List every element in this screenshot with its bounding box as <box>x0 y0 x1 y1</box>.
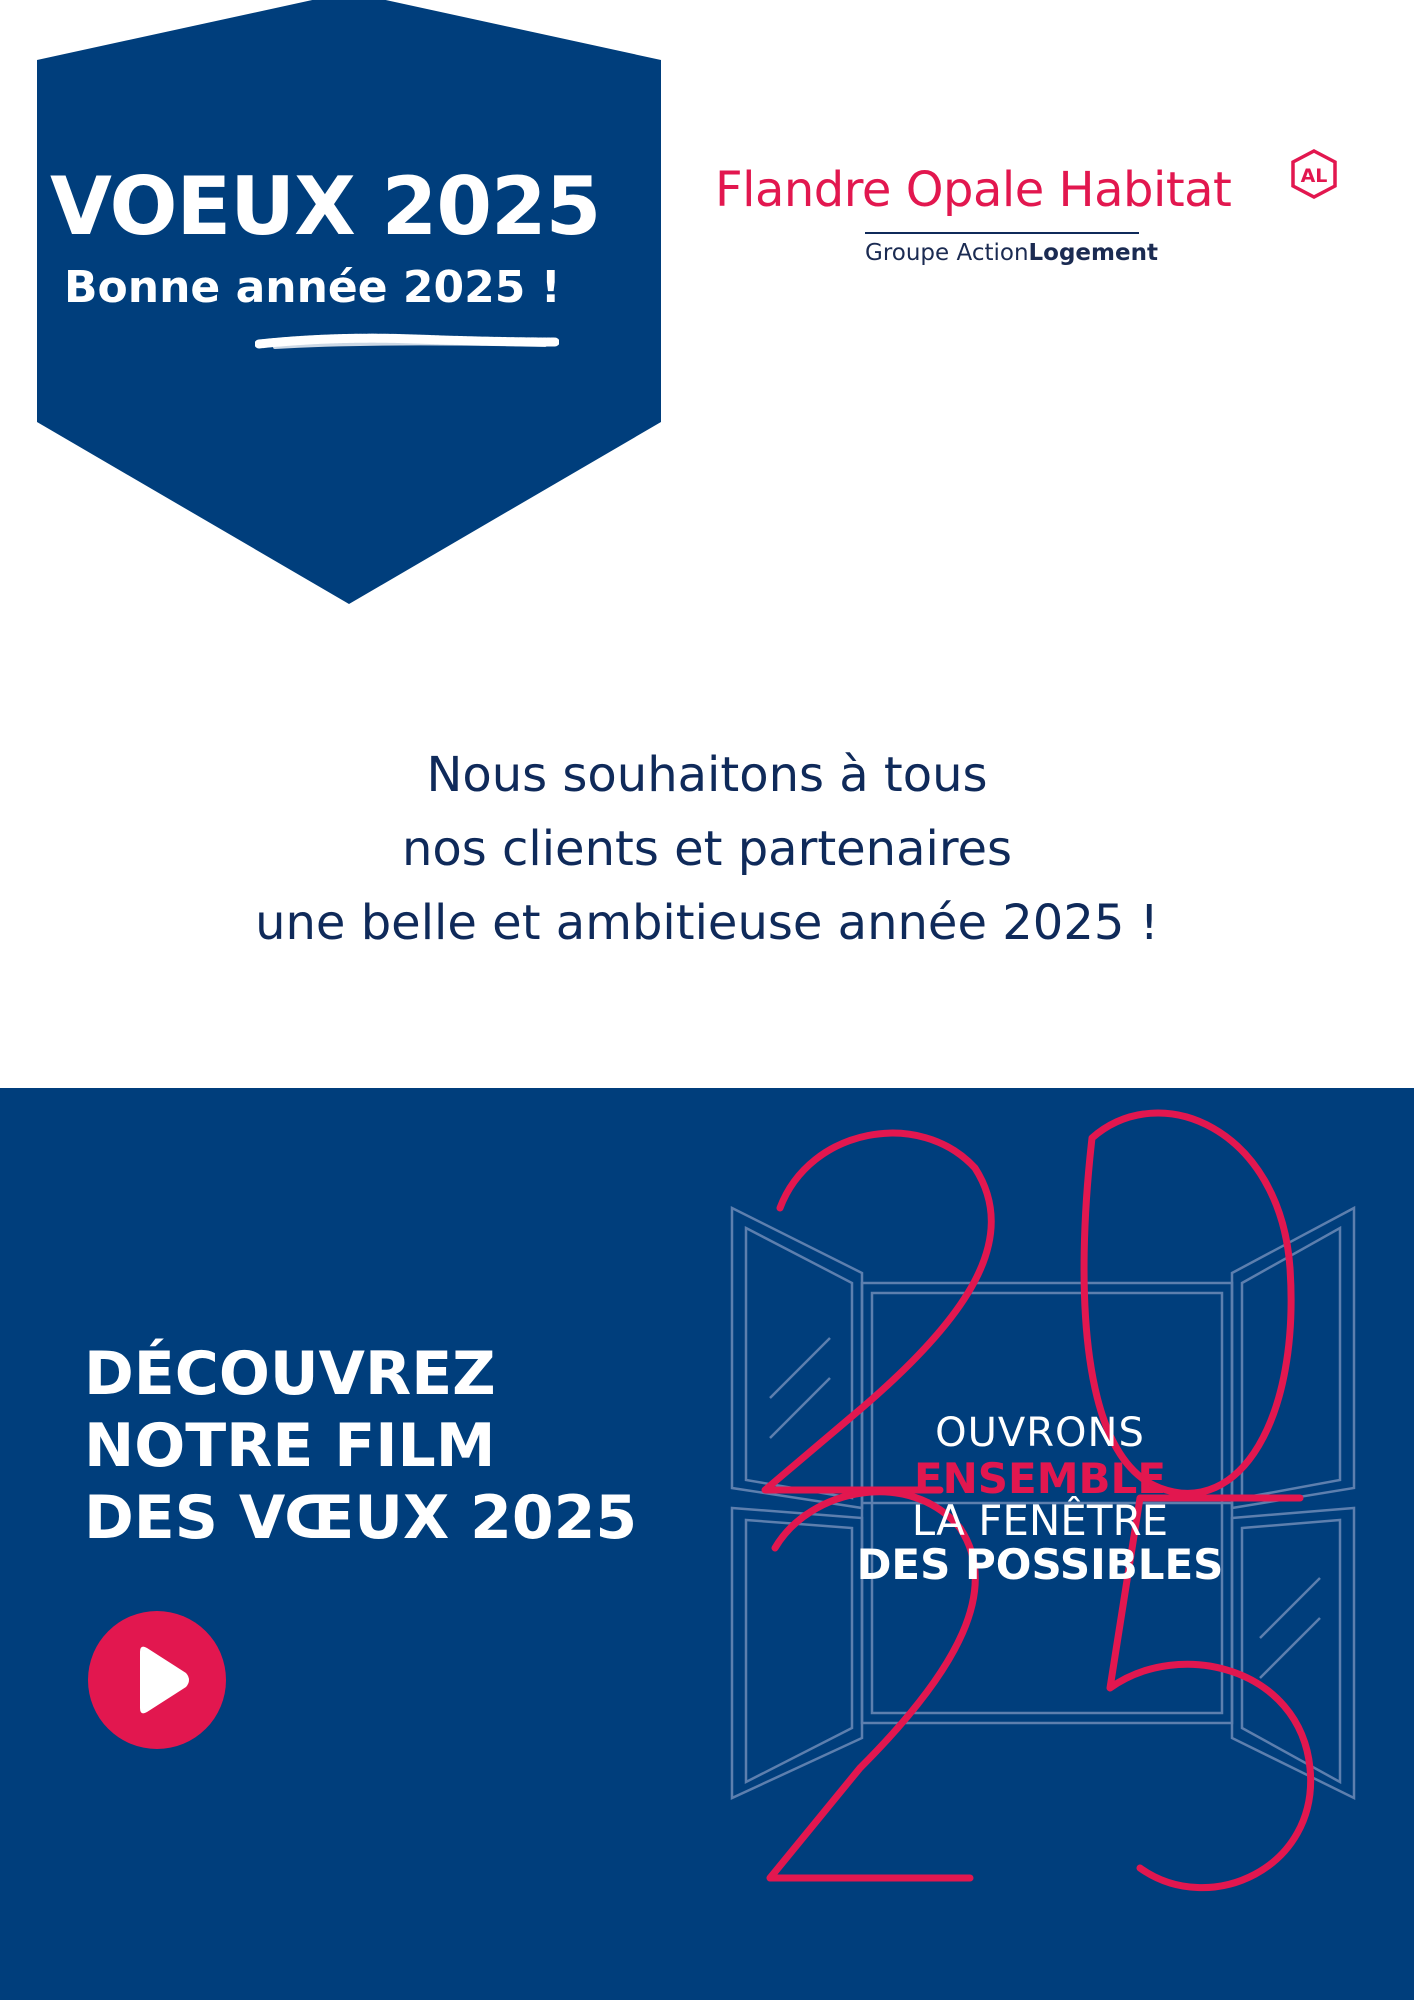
video-headline-line-3: DES VŒUX 2025 <box>84 1483 638 1553</box>
action-logement-mark-icon <box>1288 148 1340 200</box>
logo-group-name <box>865 240 1158 266</box>
slogan-line-2: ENSEMBLE <box>913 1454 1167 1503</box>
greeting-line-1: Nous souhaitons à tous <box>426 747 988 803</box>
logo-company-name: Flandre Opale Habitat <box>715 162 1232 218</box>
play-video-button[interactable] <box>88 1611 226 1749</box>
logo-group-suffix: Logement <box>1028 240 1158 266</box>
play-icon <box>88 1611 226 1749</box>
hero-subtitle: Bonne année 2025 ! <box>64 262 561 313</box>
video-headline-line-2: NOTRE FILM <box>84 1411 496 1481</box>
slogan-line-3: LA FENÊTRE <box>911 1496 1169 1545</box>
logo-group-prefix: Groupe Action <box>865 240 1029 266</box>
greeting-line-2: nos clients et partenaires <box>401 821 1013 877</box>
slogan-line-4: DES POSSIBLES <box>856 1540 1224 1589</box>
logo-divider <box>865 232 1139 234</box>
hero-title: VOEUX 2025 <box>50 160 601 253</box>
video-headline <box>84 1338 637 1554</box>
slogan-line-1: OUVRONS <box>935 1410 1145 1456</box>
greeting-message <box>0 738 1414 960</box>
greeting-line-3: une belle et ambitieuse année 2025 ! <box>255 895 1159 951</box>
chalk-underline <box>255 330 559 354</box>
company-logo <box>715 148 1340 278</box>
video-banner[interactable] <box>0 1088 1414 2000</box>
video-headline-line-1: DÉCOUVREZ <box>84 1339 496 1409</box>
logo-mark-letters: AL <box>1300 165 1328 187</box>
